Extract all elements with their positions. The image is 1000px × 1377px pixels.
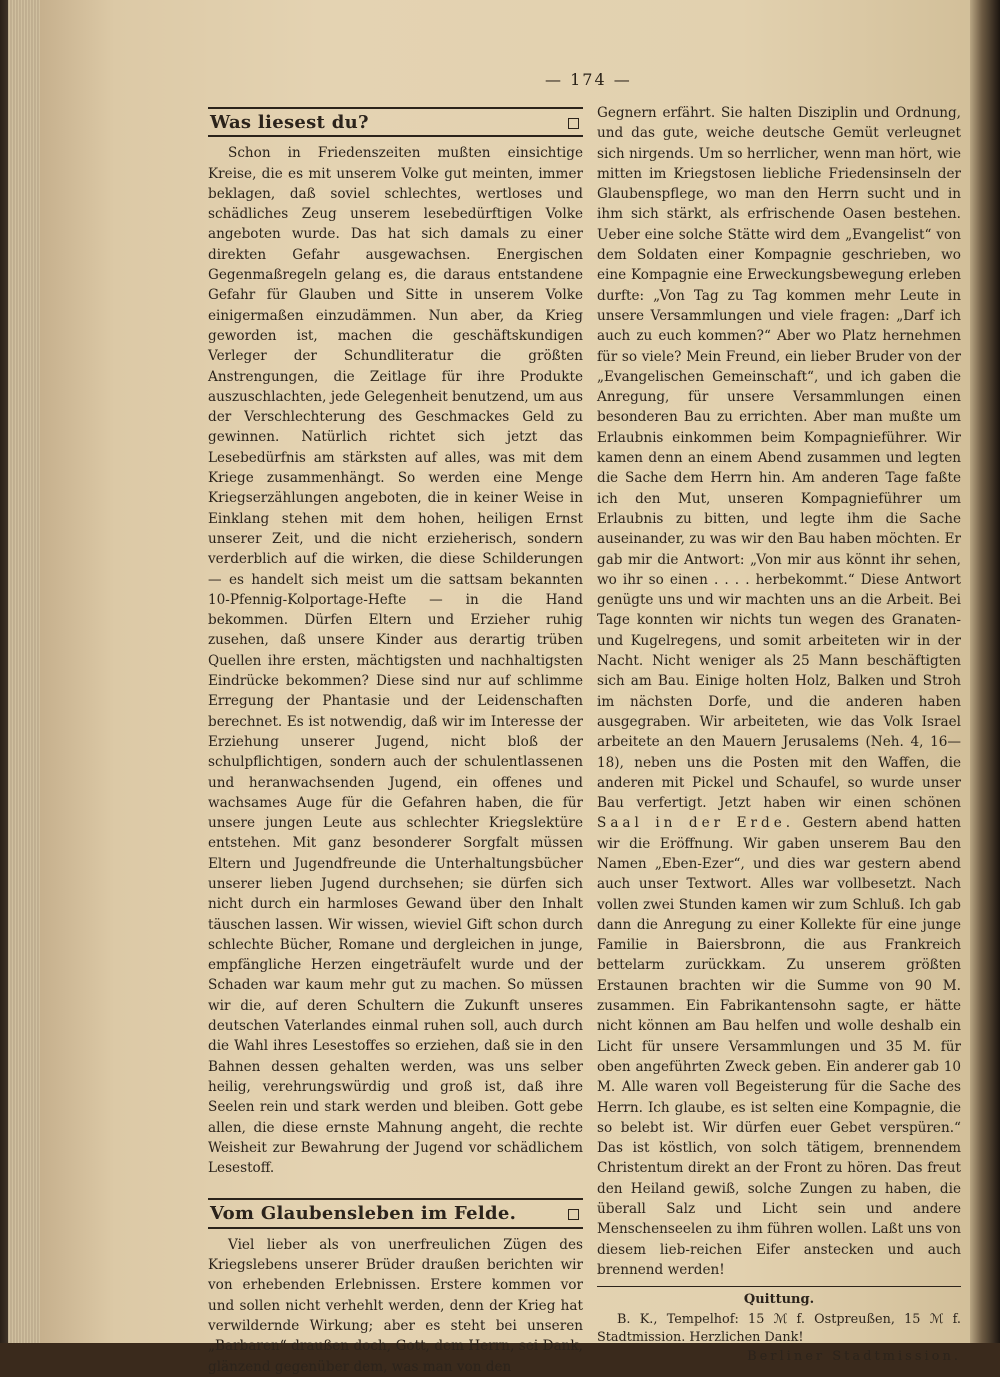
article-title: Was liesest du? — [210, 112, 369, 133]
article-title: Vom Glaubensleben im Felde. — [210, 1203, 517, 1225]
spaced-emphasis: Saal in der Erde. — [597, 815, 795, 832]
left-column — [208, 107, 583, 1377]
square-ornament-icon — [568, 118, 579, 129]
right-column — [597, 103, 961, 1367]
article-heading-was-liesest-du — [208, 107, 583, 137]
article-continuation-text: Gestern abend hatten wir die Eröffnung. Wir gaben unserem Bau den Namen „Eben-Ezer“, und dies war gestern abend auch unser Textwort. Alles war vollbesetzt. Nach vollen zwei Stunden kamen wir zum Schluß. Ich gab dann die Anregung zu einer Kollekte für eine junge Familie in Baiersbronn, die aus Frankreich bettelarm zurückkam. Zu unserem größten Erstaunen brachten wir die Summe von 90 M. zusammen. Ein Fabrikantensohn sagte, er hätte nicht können am Bau helfen und wolle deshalb ein Licht für unsere Versammlungen und 35 M. für oben angeführten Zweck geben. Ein anderer gab 10 M. Alle waren voll Begeisterung für die Sache des Herrn. Ich glaube, es ist selten eine Kompagnie, die so belebt ist. Wir dürfen euer Gebet verspüren.“ Das ist köstlich, von solch tätigem, brennendem Christentum direkt an der Front zu hören. Das freut den Heiland gewiß, solche Zungen zu haben, die überall Salz und Licht sein und andere Menschenseelen zu ihm führen wollen. Laßt uns von diesem lieb-reichen Eifer anstecken und auch brennend werden! — [597, 815, 961, 1278]
article-body: Schon in Friedenszeiten mußten einsichtige Kreise, die es mit unserem Volke gut meinten, immer beklagen, daß soviel schlechtes, wertloses und schädliches Zeug unserem lesebedürftigen Volke angeboten wurde. Das hat sich damals zu einer direkten Gefahr ausgewachsen. Energischen Gegenmaßregeln gelang es, die daraus entstandene Gefahr für Glauben und Sitte in unserem Volke einigermaßen einzudämmen. Nun aber, da Krieg geworden ist, machen die geschäftskundigen Verleger der Schundliteratur die größten Anstrengungen, die Zeitlage für ihre Produkte auszuschlachten, jede Gelegenheit benutzend, um aus der Verschlechterung des Geschmackes Geld zu gewinnen. Natürlich richtet sich jetzt das Lesebedürfnis am stärksten auf alles, was mit dem Kriege zusammenhängt. So werden eine Menge Kriegserzählungen angeboten, die in keiner Weise in Einklang stehen mit dem hohen, heiligen Ernst unserer Zeit, und die nicht erzieherisch, sondern verderblich auf die wirken, die diese Schilderungen — es handelt sich meist um die sattsam bekannten 10-Pfennig-Kolportage-Hefte — in die Hand bekommen. Dürfen Eltern und Erzieher ruhig zusehen, daß unsere Kinder aus derartig trüben Quellen ihre ersten, mächtigsten und nachhaltigsten Eindrücke bekommen? Diese sind nur auf schlimme Erregung der Phantasie und der Leidenschaften berechnet. Es ist notwendig, daß wir im Interesse der Erziehung unserer Jugend, nicht bloß der schulpflichtigen, sondern auch der schulentlassenen und heranwachsenden Jugend, ein offenes und wachsames Auge für die Gefahren haben, die für unsere jungen Leute aus schlechter Kriegslektüre entstehen. Mit ganz besonderer Sorgfalt müssen Eltern und Jugendfreunde die Unterhaltungsbücher unserer lieben Jugend durchsehen; sie dürfen sich nicht durch ein harmloses Gewand über den Inhalt täuschen lassen. Wir wissen, wieviel Gift schon durch schlechte Bücher, Romane und dergleichen in junge, empfängliche Herzen eingeträufelt wurde und der Schaden war kaum mehr gut zu machen. So müssen wir die, auf deren Schultern die Zukunft unseres deutschen Vaterlandes einmal ruhen soll, auch durch die Wahl ihres Lesestoffes so erziehen, daß sie in den Bahnen dessen gehalten werden, was uns selber heilig, verehrungswürdig und groß ist, daß ihre Seelen rein und stark werden und bleiben. Gott gebe allen, die diese ernste Mahnung angeht, die rechte Weisheit zur Bewahrung der Jugend vor schädlichem Lesestoff. — [208, 145, 583, 1177]
page-number: — 174 — — [545, 70, 632, 89]
divider — [597, 1286, 961, 1287]
article-continuation-text: Gegnern erfährt. Sie halten Disziplin und Ordnung, und das gute, weiche deutsche Gemüt verleugnet sich nirgends. Um so herrlicher, wenn man hört, wie mitten im Kriegstosen liebliche Friedensinseln der Glaubenspflege, wo man den Herrn sucht und in ihm sich stärkt, als erfrischende Oasen bestehen. Ueber eine solche Stätte wird dem „Evangelist“ von dem Soldaten einer Kompagnie geschrieben, wo eine Kompagnie eine Erweckungsbewegung erleben durfte: „Von Tag zu Tag kommen mehr Leute in unsere Versammlungen und viele fragen: „Darf ich auch zu euch kommen?“ Aber wo Platz hernehmen für so viele? Mein Freund, ein lieber Bruder von der „Evangelischen Gemeinschaft“, und ich gaben die Anregung, für unsere Versammlungen einen besonderen Bau zu errichten. Aber man mußte um Erlaubnis einkommen beim Kompagnieführer. Wir kamen denn an einem Abend zusammen und legten die Sache dem Herrn hin. Am anderen Tage faßte ich den Mut, unseren Kompagnieführer um Erlaubnis zu bitten, und legte ihm die Sache auseinander, zu was wir den Bau haben möchten. Er gab mir die Antwort: „Von mir aus könnt ihr sehen, wo ihr so einen . . . . herbekommt.“ Diese Antwort genügte uns und wir machten uns an die Arbeit. Bei Tage konnten wir nichts tun wegen des Granaten- und Kugelregens, und somit arbeiteten wir in der Nacht. Nicht weniger als 25 Mann beschäftigten sich am Bau. Einige holten Holz, Balken und Stroh im nächsten Dorfe, und die anderen haben ausgegraben. Wir arbeiteten, wie das Volk Israel arbeitete an den Mauern Jerusalems (Neh. 4, 16—18), neben uns die Posten mit den Waffen, die anderen mit Pickel und Schaufel, so wurde unser Bau verfertigt. Jetzt haben wir einen schönen — [597, 105, 961, 812]
receipt-title: Quittung. — [743, 1292, 815, 1308]
article-body-start: Viel lieber als von unerfreulichen Zügen des Kriegslebens unserer Brüder draußen berichten wir von erhebenden Erlebnissen. Erstere kommen vor und sollen nicht verhehlt werden, denn der Krieg hat verwildernde Wirkung; aber es steht bei unseren „Barbaren“ draußen doch, Gott, dem Herrn, sei Dank, glänzend gegenüber dem, was man von den — [208, 1236, 583, 1375]
receipt-text: B. K., Tempelhof: 15 ℳ f. Ostpreußen, 15 ℳ f. Stadtmission. Herzlichen Dank! — [597, 1311, 961, 1345]
article-heading-glaubensleben — [208, 1198, 583, 1228]
square-ornament-icon — [568, 1209, 579, 1220]
article-body-continued — [597, 103, 961, 1280]
book-gutter-right — [970, 0, 1000, 1343]
receipt-signature: Berliner Stadtmission. — [747, 1348, 961, 1364]
